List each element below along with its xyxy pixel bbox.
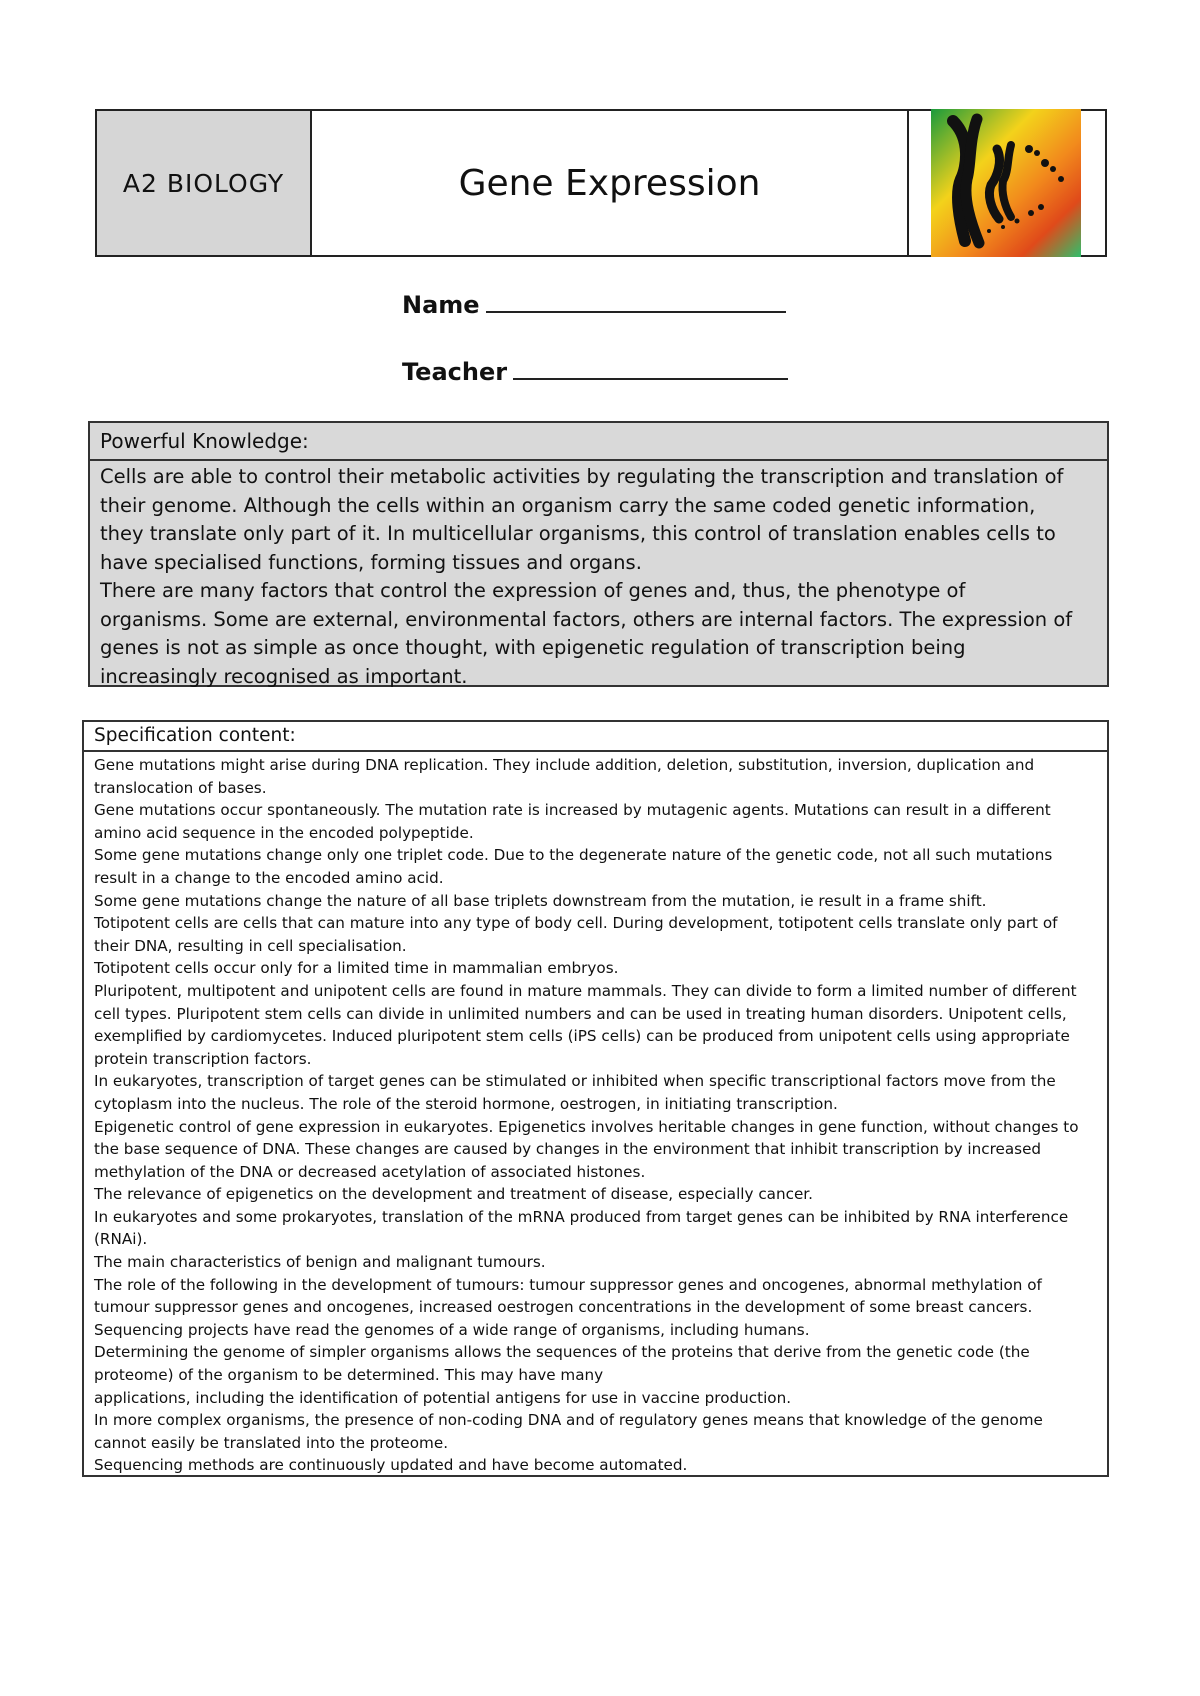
spec-item: Sequencing projects have read the genomes of a wide range of organisms, including humans.: [94, 1320, 810, 1339]
knowledge-body: [90, 461, 1107, 691]
spec-item: Pluripotent, multipotent and unipotent cells are found in mature mammals. They can divide to form a limited number of different cell types. Pluripotent stem cells can divide in unlimited numbers and can be used in treating human disorders. Unipotent cells, exemplified by cardiomycetes. Induced pluripotent stem cells (iPS cells) can be produced from unipotent cells using appropriate protein transcription factors.: [94, 981, 1077, 1068]
spec-item: Some gene mutations change only one triplet code. Due to the degenerate nature of the genetic code, not all such mutations result in a change to the encoded amino acid.: [94, 846, 1053, 887]
spec-item: applications, including the identification of potential antigens for use in vaccine production.: [94, 1388, 792, 1407]
knowledge-heading: Powerful Knowledge:: [90, 423, 1107, 461]
header-table: [95, 109, 1107, 257]
specification-body: [84, 752, 1107, 1477]
spec-item: In eukaryotes, transcription of target genes can be stimulated or inhibited when specific transcriptional factors move from the cytoplasm into the nucleus. The role of the steroid hormone, oestrogen, in initiating transcription.: [94, 1072, 1056, 1113]
teacher-line[interactable]: [513, 356, 788, 380]
teacher-field[interactable]: [402, 356, 788, 386]
spec-item: Sequencing methods are continuously updated and have become automated.: [94, 1456, 688, 1475]
spec-item: In eukaryotes and some prokaryotes, translation of the mRNA produced from target genes can be inhibited by RNA interference (RNAi).: [94, 1207, 1069, 1249]
knowledge-box: [88, 421, 1109, 687]
name-line[interactable]: [486, 289, 786, 313]
knowledge-paragraph: Cells are able to control their metabolic activities by regulating the transcription and translation of their genome. Although the cells within an organism carry the same coded genetic information, they translate only part of it. In multicellular organisms, this control of translation enables cells to have specialised functions, forming tissues and organs.: [100, 465, 1064, 574]
spec-item: The role of the following in the development of tumours: tumour suppressor genes and oncogenes, abnormal methylation of tumour suppressor genes and oncogenes, increased oestrogen concentrations in the development of some breast cancers.: [94, 1275, 1042, 1317]
spec-item: Some gene mutations change the nature of all base triplets downstream from the mutation, ie result in a frame shift.: [94, 891, 987, 910]
spec-item: Totipotent cells are cells that can mature into any type of body cell. During development, totipotent cells translate only part of their DNA, resulting in cell specialisation.: [94, 914, 1058, 955]
header-image-cell: [909, 111, 1105, 255]
spec-item: The main characteristics of benign and malignant tumours.: [94, 1253, 546, 1272]
name-field[interactable]: [402, 289, 786, 319]
page-title: Gene Expression: [312, 111, 909, 255]
spec-item: Gene mutations occur spontaneously. The mutation rate is increased by mutagenic agents. Mutations can result in a different amino acid sequence in the encoded polypeptide.: [94, 801, 1051, 842]
specification-heading: Specification content:: [84, 722, 1107, 752]
name-label: Name: [402, 291, 480, 319]
knowledge-paragraph: There are many factors that control the expression of genes and, thus, the phenotype of organisms. Some are external, environmental factors, others are internal factors. The expression of genes is not as simple as once thought, with epigenetic regulation of transcription being increasingly recognised as important.: [100, 579, 1073, 688]
spec-item: Gene mutations might arise during DNA replication. They include addition, deletion, substitution, inversion, duplication and translocation of bases.: [94, 756, 1035, 797]
spec-item: Determining the genome of simpler organisms allows the sequences of the proteins that derive from the genetic code (the proteome) of the organism to be determined. This may have many: [94, 1343, 1030, 1385]
spec-item: Epigenetic control of gene expression in eukaryotes. Epigenetics involves heritable changes in gene function, without changes to the base sequence of DNA. These changes are caused by changes in the environment that inhibit transcription by increased methylation of the DNA or decreased acetylation of associated histones.: [94, 1117, 1079, 1181]
spec-item: The relevance of epigenetics on the development and treatment of disease, especially cancer.: [94, 1185, 813, 1204]
spec-item: In more complex organisms, the presence of non-coding DNA and of regulatory genes means that knowledge of the genome cannot easily be translated into the proteome.: [94, 1411, 1043, 1452]
teacher-label: Teacher: [402, 358, 508, 386]
specification-box: [82, 720, 1109, 1477]
course-label: A2 BIOLOGY: [97, 111, 312, 255]
chromosome-logo-icon: [931, 109, 1081, 257]
spec-item: Totipotent cells occur only for a limited time in mammalian embryos.: [94, 959, 619, 978]
